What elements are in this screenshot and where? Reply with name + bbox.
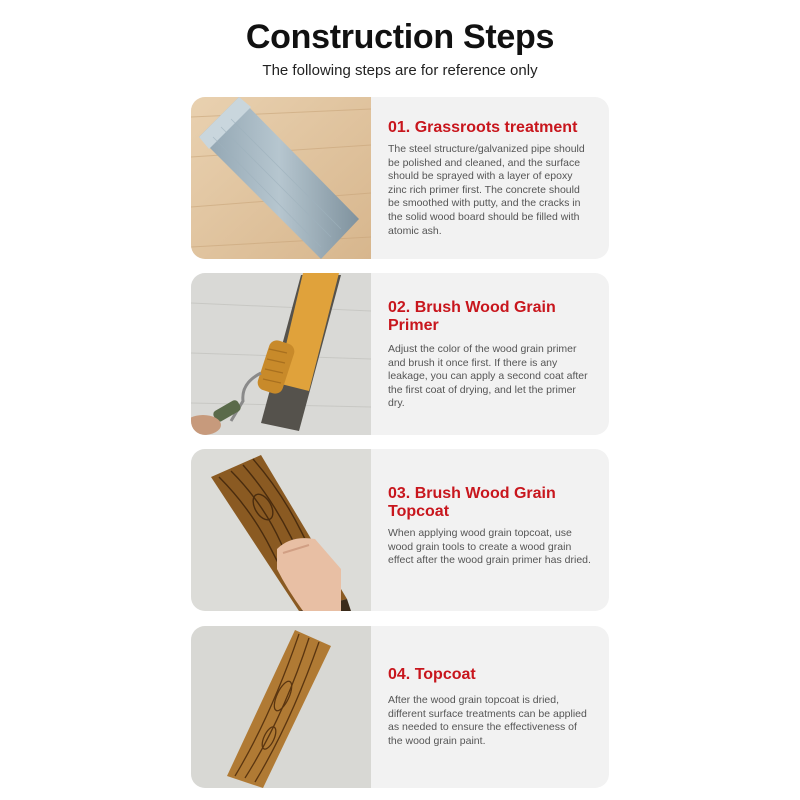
step-card-4 bbox=[191, 626, 609, 788]
step-2-photo bbox=[191, 273, 371, 435]
step-3-description: When applying wood grain topcoat, use wood grain tools to create a wood grain effect after the wood grain primer has dried. bbox=[388, 527, 591, 567]
step-3-photo bbox=[191, 449, 371, 611]
step-1-photo bbox=[191, 97, 371, 259]
step-2-title: 02. Brush Wood Grain Primer bbox=[388, 299, 556, 334]
step-4-description: After the wood grain topcoat is dried, different surface treatments can be applied as needed to ensure the effectiveness of the wood grain paint. bbox=[388, 694, 587, 747]
page-subtitle: The following steps are for reference only bbox=[262, 62, 538, 79]
step-card-2 bbox=[191, 273, 609, 435]
step-card-3 bbox=[191, 449, 609, 611]
step-3-title: 03. Brush Wood Grain Topcoat bbox=[388, 485, 556, 520]
step-1-description: The steel structure/galvanized pipe should be polished and cleaned, and the surface should be sprayed with a layer of epoxy zinc rich primer first. The concrete should be smoothed with putty, and the cracks in the solid wood board should be filled with atomic ash. bbox=[388, 143, 585, 237]
step-4-title: 04. Topcoat bbox=[388, 666, 476, 683]
step-4-text bbox=[388, 626, 594, 788]
step-1-title: 01. Grassroots treatment bbox=[388, 119, 578, 136]
step-2-description: Adjust the color of the wood grain primer and brush it once first. If there is any leakage, you can apply a second coat after the first coat of drying, and let the primer dry. bbox=[388, 343, 588, 410]
step-2-text bbox=[388, 273, 594, 435]
step-1-text bbox=[388, 97, 594, 259]
step-3-text bbox=[388, 449, 594, 611]
page-title: Construction Steps bbox=[245, 18, 555, 56]
step-card-1 bbox=[191, 97, 609, 259]
step-4-photo bbox=[191, 626, 371, 788]
